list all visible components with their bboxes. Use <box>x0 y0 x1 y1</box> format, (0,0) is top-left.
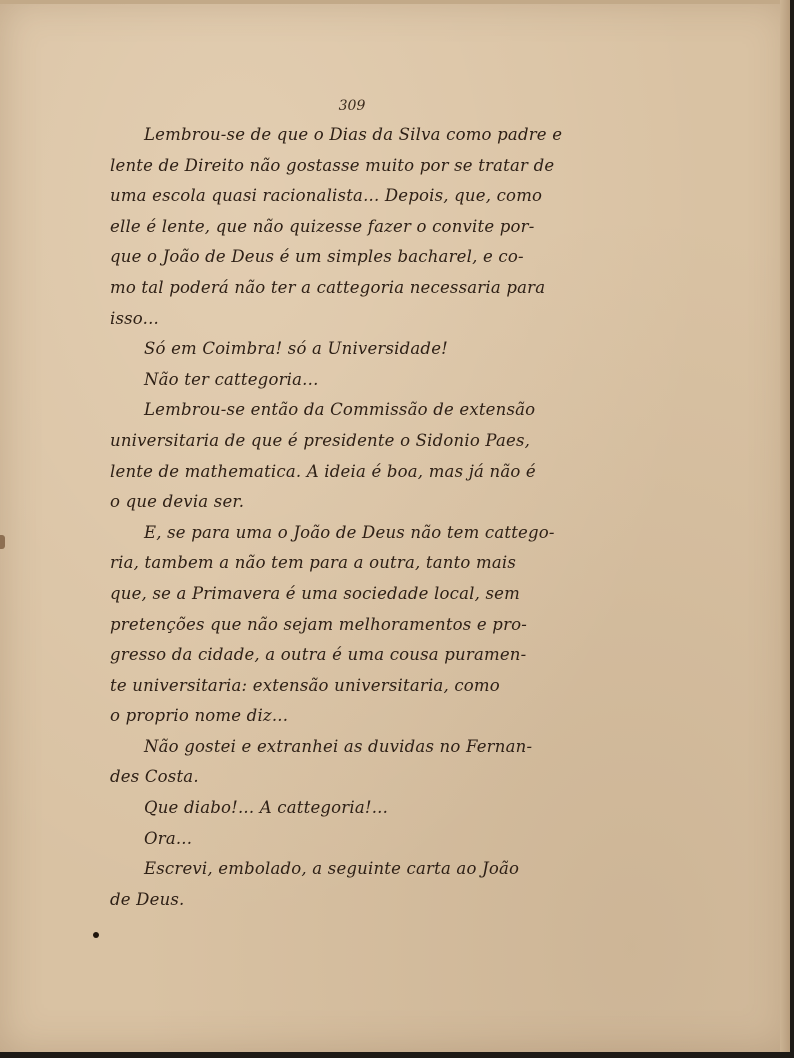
manuscript-line: te universitaria: extensão universitaria, como <box>110 675 500 695</box>
manuscript-text <box>110 120 610 915</box>
manuscript-line: Não ter cattegoria... <box>144 369 319 389</box>
manuscript-line: Ora... <box>144 828 193 848</box>
manuscript-line: Escrevi, embolado, a seguinte carta ao João <box>144 859 520 879</box>
manuscript-line: Lembrou-se então da Commissão de extensão <box>144 400 536 420</box>
manuscript-line: mo tal poderá não ter a cattegoria necessaria para <box>110 277 546 297</box>
manuscript-line: universitaria de que é presidente o Sidonio Paes, <box>110 430 531 450</box>
manuscript-line: uma escola quasi racionalista... Depois, que, como <box>110 186 543 206</box>
manuscript-line: Só em Coimbra! só a Universidade! <box>144 339 448 359</box>
page-right-edge <box>780 0 790 1052</box>
manuscript-line: Não gostei e extranhei as duvidas no Fernan- <box>144 736 533 756</box>
manuscript-line: ria, tambem a não tem para a outra, tanto mais <box>110 553 517 573</box>
ink-dot <box>93 932 99 938</box>
manuscript-line: pretenções que não sejam melhoramentos e pro- <box>110 614 528 634</box>
manuscript-line: isso... <box>110 308 159 328</box>
manuscript-line: Que diabo!... A cattegoria!... <box>144 798 389 818</box>
manuscript-line: lente de mathematica. A ideia é boa, mas já não é <box>110 461 536 481</box>
manuscript-line: E, se para uma o João de Deus não tem cattego- <box>144 522 555 542</box>
manuscript-line: lente de Direito não gostasse muito por se tratar de <box>110 155 555 175</box>
manuscript-line: de Deus. <box>110 889 185 909</box>
manuscript-line: o proprio nome diz... <box>110 706 289 726</box>
manuscript-line: Lembrou-se de que o Dias da Silva como padre e <box>144 125 563 144</box>
manuscript-line: gresso da cidade, a outra é uma cousa puramen- <box>110 645 527 665</box>
manuscript-line: elle é lente, que não quizesse fazer o convite por- <box>110 216 535 236</box>
manuscript-line: o que devia ser. <box>110 492 245 512</box>
manuscript-line: que, se a Primavera é uma sociedade local, sem <box>110 583 520 603</box>
page-top-edge <box>0 0 790 4</box>
page-number: 309 <box>338 98 366 114</box>
manuscript-line: des Costa. <box>110 767 199 787</box>
binding-mark <box>0 535 5 549</box>
manuscript-line: que o João de Deus é um simples bacharel, e co- <box>110 247 524 267</box>
